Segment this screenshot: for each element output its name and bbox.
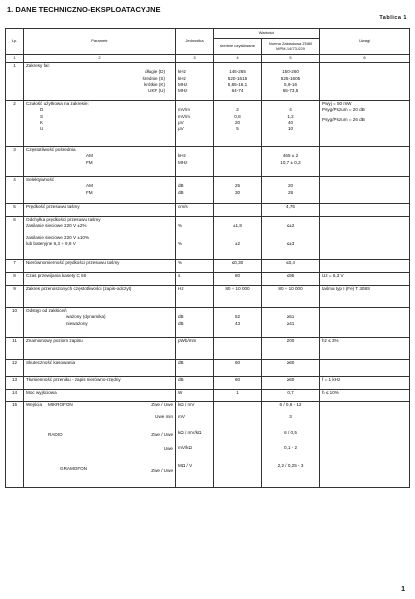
- table-id: Tablica 1: [379, 15, 407, 21]
- row-unit: s: [176, 272, 214, 285]
- row-norm: 4 1,2 40 10: [262, 100, 320, 146]
- row-avg: 1: [214, 389, 262, 401]
- row-remark: Pwyj = 50 mW Psyg/Pszum = 20 dB Psyg/Pszum = 26 dB: [320, 100, 410, 146]
- row-remark: taśma typ I (Fe) T 308S: [320, 285, 410, 307]
- table-row: [6, 176, 410, 203]
- row-remark: Uz = 6,3 V: [320, 272, 410, 285]
- row-remark: hz ≤ 3%: [320, 337, 410, 359]
- row-param: Nierównomierność prędkości przesuwu taśmy: [24, 259, 176, 272]
- header-values: Wartości: [214, 29, 320, 39]
- table-row: [6, 389, 410, 401]
- row-norm: 200: [262, 337, 320, 359]
- row-remark: [320, 62, 410, 100]
- table-row: [6, 146, 410, 176]
- header-avg: średnie uzyskiwane: [214, 39, 262, 55]
- row-avg: ≤0,30: [214, 259, 262, 272]
- row-unit: dB dB: [176, 307, 214, 337]
- table-row: [6, 376, 410, 389]
- page-number: 1: [401, 586, 405, 593]
- row-norm: 6 / 0,6 - 12 3 6 / 0,5 0,1 - 2 2,2 / 0,25 - 3: [262, 401, 320, 487]
- row-lp: 3: [6, 146, 24, 176]
- row-remark: [320, 307, 410, 337]
- colnum: 1: [6, 55, 24, 63]
- document-title: 1. DANE TECHNICZNO-EKSPLOATACYJNE: [7, 5, 161, 14]
- table-row: [6, 100, 410, 146]
- row-lp: 7: [6, 259, 24, 272]
- row-remark: [320, 401, 410, 487]
- row-avg: [214, 401, 262, 487]
- row-avg: 80: [214, 272, 262, 285]
- table-row: [6, 359, 410, 376]
- row-remark: [320, 216, 410, 259]
- row-avg: 60: [214, 376, 262, 389]
- row-norm: ≥60: [262, 359, 320, 376]
- row-unit: W: [176, 389, 214, 401]
- table-row: [6, 62, 410, 100]
- row-lp: 13: [6, 376, 24, 389]
- colnum: 3: [176, 55, 214, 63]
- specs-table: [5, 28, 410, 488]
- colnum: 6: [320, 55, 410, 63]
- row-remark: [320, 259, 410, 272]
- row-remark: [320, 176, 410, 203]
- row-norm: 0,7: [262, 389, 320, 401]
- row-norm: ≤95: [262, 272, 320, 285]
- row-param: Skuteczność kasowania: [24, 359, 176, 376]
- row-norm: ≤±2 ≤±3: [262, 216, 320, 259]
- colnum: 2: [24, 55, 176, 63]
- row-lp: 15: [6, 401, 24, 487]
- row-param: [24, 401, 176, 487]
- row-unit: kHz kHz MHz MHz: [176, 62, 214, 100]
- row-unit: Hz: [176, 285, 214, 307]
- header-lp: Lp.: [6, 29, 24, 55]
- row-avg: 52 43: [214, 307, 262, 337]
- row-param: Odstęp od zakłóceń ważony (dynamika) nieważony: [24, 307, 176, 337]
- table-row: [6, 285, 410, 307]
- row-param: Prędkość przesuwu taśmy: [24, 203, 176, 216]
- input-group-gramofon: GRAMOFON Zwe / Uwe: [60, 465, 173, 473]
- row-norm: 20 28: [262, 176, 320, 203]
- input-group-mikrofon: MIKROFON Zwe / Uwe Uwe min: [48, 401, 173, 419]
- row-lp: 9: [6, 285, 24, 307]
- row-unit: kHz MHz: [176, 146, 214, 176]
- row-norm: 80 ÷ 10 000: [262, 285, 320, 307]
- row-param: Częstotliwość pośrednia AM FM: [24, 146, 176, 176]
- row-remark: f = 1 kHz: [320, 376, 410, 389]
- row-avg: ±1,8 ±2: [214, 216, 262, 259]
- row-unit: mV/m mV/m μV μV: [176, 100, 214, 146]
- row-norm: ≥60: [262, 376, 320, 389]
- row-param: Odchyłka prędkości przesuwu taśmy zasilanie sieciowe 220 V ±2% zasilanie sieciowe 220 V ±10% lub bateryjne 6,3 ÷ 9,9 V: [24, 216, 176, 259]
- row-avg: [214, 146, 262, 176]
- row-param: Moc wyjściowa: [24, 389, 176, 401]
- row-unit: % %: [176, 216, 214, 259]
- row-avg: 60: [214, 359, 262, 376]
- header-unit: Jednostka: [176, 29, 214, 55]
- row-lp: 14: [6, 389, 24, 401]
- table-row: [6, 272, 410, 285]
- row-param: Znamionowy poziom zapisu: [24, 337, 176, 359]
- row-lp: 4: [6, 176, 24, 203]
- row-param: Selektywność AM FM: [24, 176, 176, 203]
- row-norm: ≥51 ≥41: [262, 307, 320, 337]
- row-lp: 5: [6, 203, 24, 216]
- row-param: Zakres przenoszonych częstotliwości (zapis-odczyt): [24, 285, 176, 307]
- row-param: Czułość użytkowa na zakresie: D S K U: [24, 100, 176, 146]
- row-param: Zakresy fal: długie (D) średnie (S) krótkie (K) UKF (U): [24, 62, 176, 100]
- table-row: [6, 401, 410, 487]
- row-unit: kΩ / mV mV kΩ / mV/kΩ mV/kΩ MΩ / V: [176, 401, 214, 487]
- colnum: 4: [214, 55, 262, 63]
- row-unit: dB: [176, 376, 214, 389]
- inputs-label: Wejścia: [26, 401, 42, 407]
- colnum: 5: [262, 55, 320, 63]
- row-avg: 25 30: [214, 176, 262, 203]
- row-lp: 2: [6, 100, 24, 146]
- row-norm: ≤0,4: [262, 259, 320, 272]
- table-row: [6, 203, 410, 216]
- row-remark: [320, 359, 410, 376]
- row-norm: 465 ± 2 10,7 ± 0,2: [262, 146, 320, 176]
- row-avg: [214, 203, 262, 216]
- row-unit: dB: [176, 359, 214, 376]
- table-row: [6, 216, 410, 259]
- row-remark: [320, 203, 410, 216]
- row-param: Czas przewijania kasety C 60: [24, 272, 176, 285]
- row-lp: 1: [6, 62, 24, 100]
- row-norm: 4,76: [262, 203, 320, 216]
- table-row: [6, 307, 410, 337]
- row-lp: 10: [6, 307, 24, 337]
- row-avg: 145-265 520-1615 5,85-16,1 64-74: [214, 62, 262, 100]
- row-norm: 150-260 525-1605 5,9-16 65-73,5: [262, 62, 320, 100]
- row-param: Tłumienność przeniku - zapis nierówno-rzędny: [24, 376, 176, 389]
- row-avg: [214, 337, 262, 359]
- row-unit: cm/s: [176, 203, 214, 216]
- header-norm: Norma Zakładowa ZN80 MPM-14/73-029: [262, 39, 320, 55]
- table-row: [6, 259, 410, 272]
- table-row: [6, 337, 410, 359]
- row-unit: %: [176, 259, 214, 272]
- row-remark: [320, 146, 410, 176]
- header-remarks: Uwagi: [320, 29, 410, 55]
- row-unit: pWb/mm: [176, 337, 214, 359]
- row-remark: h ≤ 10%: [320, 389, 410, 401]
- row-lp: 6: [6, 216, 24, 259]
- row-lp: 8: [6, 272, 24, 285]
- row-lp: 12: [6, 359, 24, 376]
- row-avg: 80 ÷ 10 000: [214, 285, 262, 307]
- row-lp: 11: [6, 337, 24, 359]
- input-group-radio: RADIO Zwe / Uwe Uwe: [48, 431, 173, 451]
- row-unit: dB dB: [176, 176, 214, 203]
- header-param: Parametr: [24, 29, 176, 55]
- row-avg: 2 0,8 20 5: [214, 100, 262, 146]
